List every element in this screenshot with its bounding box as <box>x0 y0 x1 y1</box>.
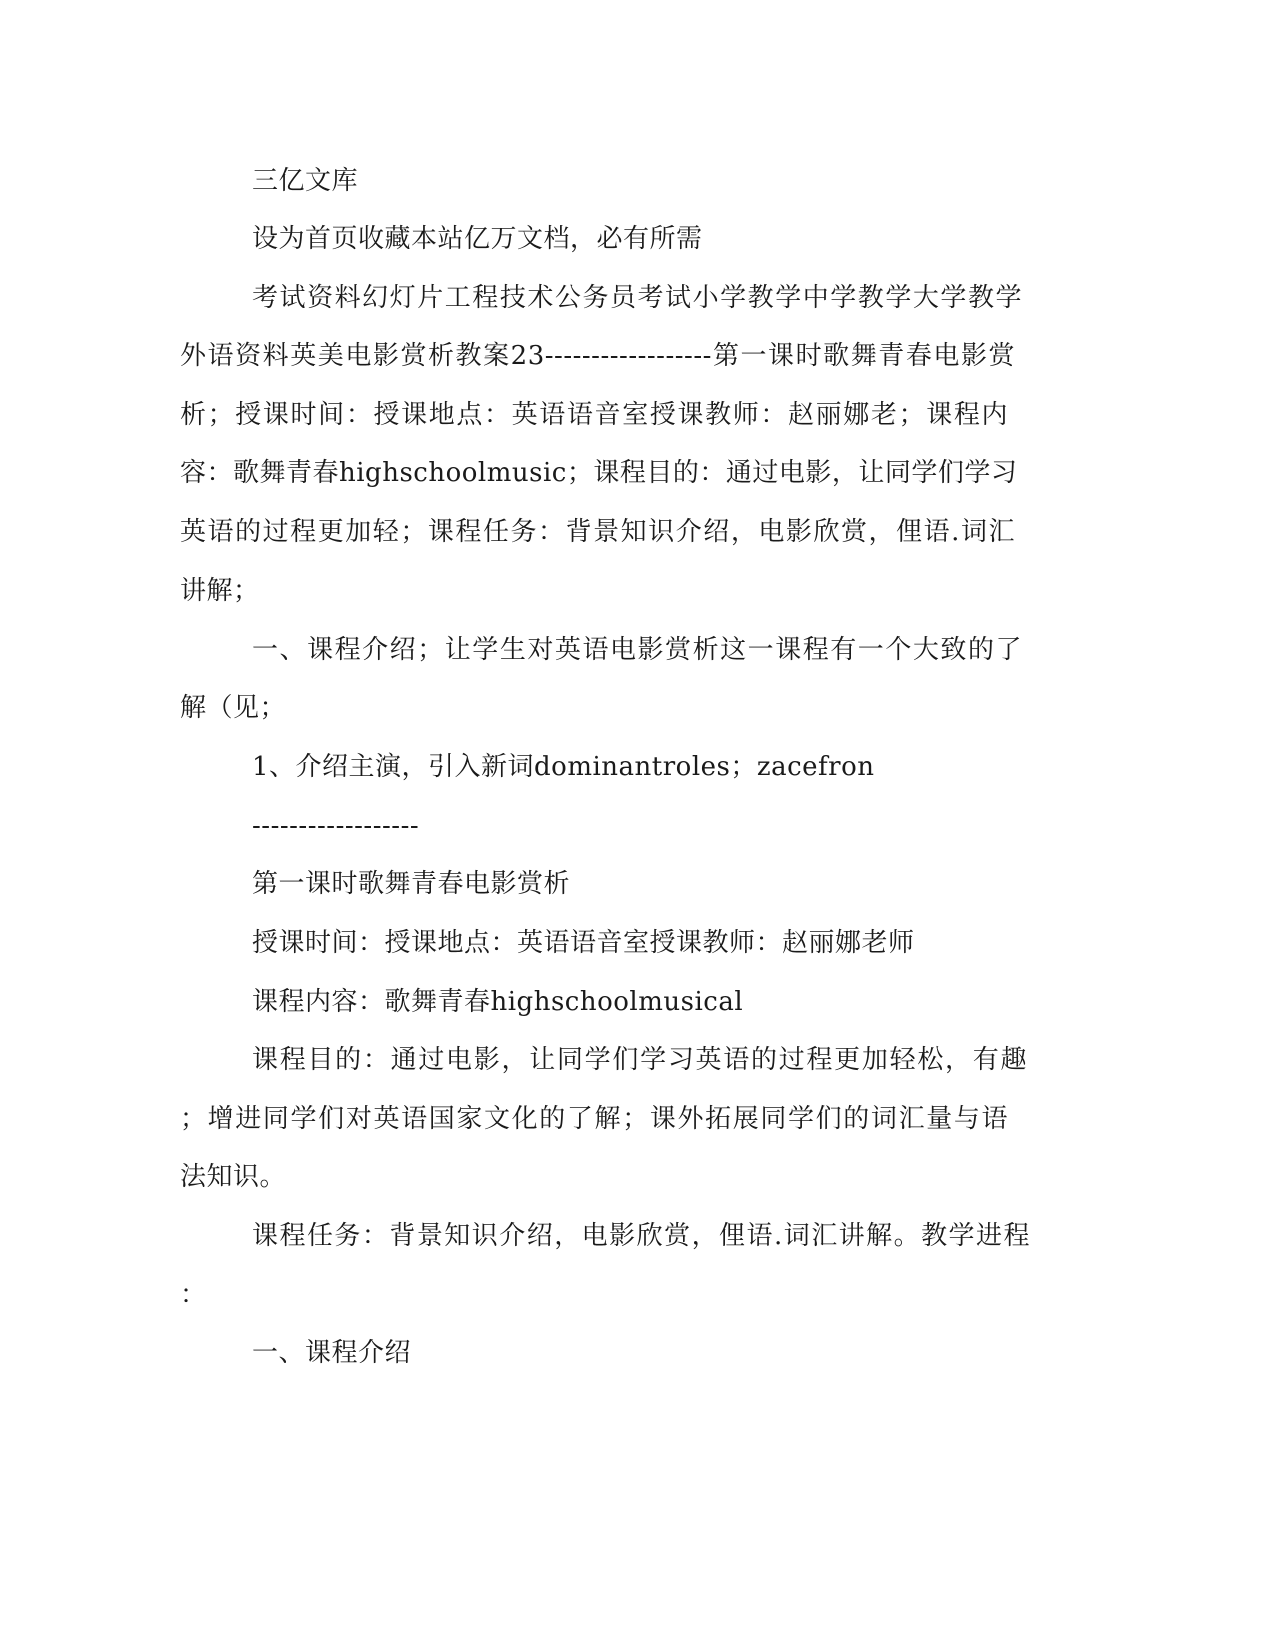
paragraph-line: 析；授课时间：授课地点：英语语音室授课教师：赵丽娜老；课程内 <box>180 400 1008 430</box>
paragraph-line: 讲解； <box>180 576 260 606</box>
paragraph-line: 外语资料英美电影赏析教案23------------------第一课时歌舞青春电影赏 <box>180 341 1015 371</box>
paragraph-line: 解（见； <box>180 693 287 723</box>
section-heading: 一、课程介绍；让学生对英语电影赏析这一课程有一个大致的了 <box>252 635 1022 665</box>
paragraph-line: 英语的过程更加轻；课程任务：背景知识介绍，电影欣赏，俚语.词汇 <box>180 517 1015 547</box>
separator-text: ------------------ <box>252 811 420 841</box>
section-heading: 一、课程介绍 <box>252 1338 412 1368</box>
lesson-content: 课程内容：歌舞青春highschoolmusical <box>252 987 744 1017</box>
lesson-task: 课程任务：背景知识介绍，电影欣赏，俚语.词汇讲解。教学进程 <box>252 1221 1030 1251</box>
site-title: 三亿文库 <box>252 166 359 196</box>
list-item: 1、介绍主演，引入新词dominantroles；zacefron <box>252 752 875 782</box>
lesson-info: 授课时间：授课地点：英语语音室授课教师：赵丽娜老师 <box>252 928 915 958</box>
lesson-goal: 课程目的：通过电影，让同学们学习英语的过程更加轻松，有趣 <box>252 1045 1027 1075</box>
paragraph-line: 容：歌舞青春highschoolmusic；课程目的：通过电影，让同学们学习 <box>180 458 1018 488</box>
site-slogan: 设为首页收藏本站亿万文档，必有所需 <box>252 224 703 254</box>
paragraph-line: ： <box>180 1280 207 1310</box>
paragraph-line: 法知识。 <box>180 1162 287 1192</box>
lesson-title: 第一课时歌舞青春电影赏析 <box>252 869 571 899</box>
paragraph-line: ；增进同学们对英语国家文化的了解；课外拓展同学们的词汇量与语 <box>180 1104 1008 1134</box>
category-line: 考试资料幻灯片工程技术公务员考试小学教学中学教学大学教学 <box>252 283 1022 313</box>
